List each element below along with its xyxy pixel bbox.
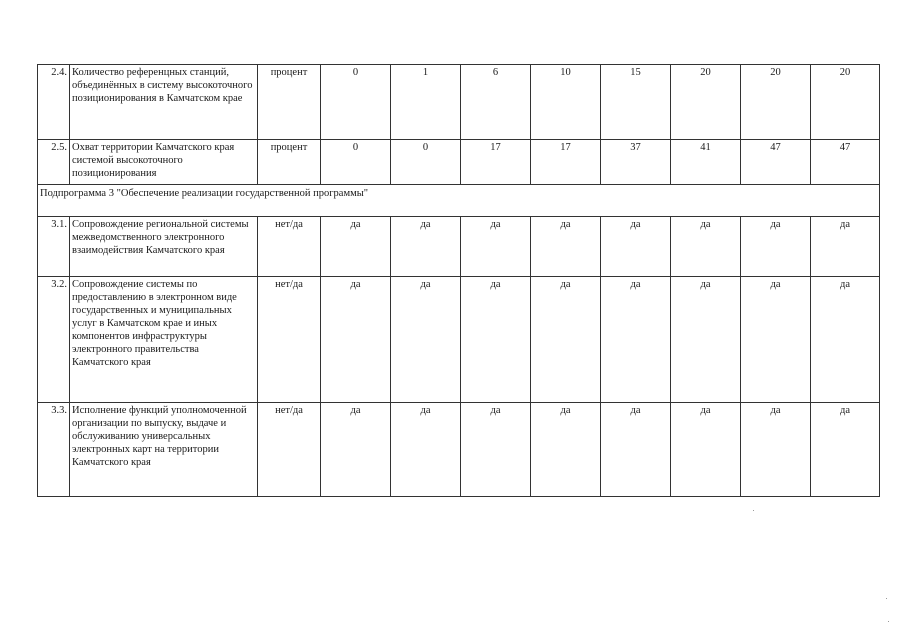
value-cell: 17 xyxy=(461,140,531,185)
value-cell: да xyxy=(531,217,601,277)
value-cell: 0 xyxy=(391,140,461,185)
table-row xyxy=(38,65,880,140)
unit-cell: процент xyxy=(258,140,321,185)
indicator-name: Сопровождение системы по предоставлению в электронном виде государственных и муниципальных услуг в Камчатском крае и иных компонентов инфраструктуры электронного правительства Камчатского края xyxy=(70,277,258,403)
value-cell: да xyxy=(671,403,741,497)
scan-speck xyxy=(753,510,754,511)
value-cell: 0 xyxy=(321,140,391,185)
row-number: 3.1. xyxy=(38,217,70,277)
value-cell: да xyxy=(671,277,741,403)
indicator-name: Исполнение функций уполномоченной организации по выпуску, выдаче и обслуживанию универсальных электронных карт на территории Камчатского края xyxy=(70,403,258,497)
row-number: 2.5. xyxy=(38,140,70,185)
value-cell: да xyxy=(741,277,811,403)
indicator-name: Количество референцных станций, объединённых в систему высокоточного позиционирования в Камчатском крае xyxy=(70,65,258,140)
table-row xyxy=(38,277,880,403)
value-cell: да xyxy=(461,217,531,277)
scan-speck xyxy=(886,598,887,599)
subprogram-title: Подпрограмма 3 "Обеспечение реализации государственной программы" xyxy=(38,185,880,217)
value-cell: 20 xyxy=(671,65,741,140)
value-cell: да xyxy=(811,403,880,497)
value-cell: да xyxy=(811,277,880,403)
value-cell: да xyxy=(321,403,391,497)
row-number: 3.3. xyxy=(38,403,70,497)
value-cell: да xyxy=(461,277,531,403)
unit-cell: нет/да xyxy=(258,403,321,497)
value-cell: да xyxy=(671,217,741,277)
value-cell: 41 xyxy=(671,140,741,185)
value-cell: да xyxy=(321,217,391,277)
indicators-table xyxy=(37,64,880,497)
row-number: 2.4. xyxy=(38,65,70,140)
subprogram-row xyxy=(38,185,880,217)
table-row xyxy=(38,403,880,497)
unit-cell: процент xyxy=(258,65,321,140)
value-cell: да xyxy=(531,277,601,403)
value-cell: да xyxy=(601,403,671,497)
table-row xyxy=(38,140,880,185)
value-cell: 6 xyxy=(461,65,531,140)
value-cell: 17 xyxy=(531,140,601,185)
value-cell: 47 xyxy=(741,140,811,185)
indicator-name: Сопровождение региональной системы межведомственного электронного взаимодействия Камчатского края xyxy=(70,217,258,277)
value-cell: 1 xyxy=(391,65,461,140)
value-cell: да xyxy=(321,277,391,403)
value-cell: да xyxy=(601,277,671,403)
value-cell: да xyxy=(391,277,461,403)
value-cell: да xyxy=(391,217,461,277)
value-cell: да xyxy=(531,403,601,497)
row-number: 3.2. xyxy=(38,277,70,403)
value-cell: 0 xyxy=(321,65,391,140)
value-cell: 20 xyxy=(741,65,811,140)
unit-cell: нет/да xyxy=(258,277,321,403)
indicator-name: Охват территории Камчатского края системой высокоточного позиционирования xyxy=(70,140,258,185)
value-cell: 47 xyxy=(811,140,880,185)
value-cell: 20 xyxy=(811,65,880,140)
value-cell: 15 xyxy=(601,65,671,140)
scan-speck xyxy=(888,621,889,622)
value-cell: да xyxy=(811,217,880,277)
value-cell: да xyxy=(741,403,811,497)
value-cell: да xyxy=(461,403,531,497)
unit-cell: нет/да xyxy=(258,217,321,277)
table-row xyxy=(38,217,880,277)
value-cell: да xyxy=(601,217,671,277)
value-cell: да xyxy=(391,403,461,497)
value-cell: 37 xyxy=(601,140,671,185)
value-cell: да xyxy=(741,217,811,277)
value-cell: 10 xyxy=(531,65,601,140)
